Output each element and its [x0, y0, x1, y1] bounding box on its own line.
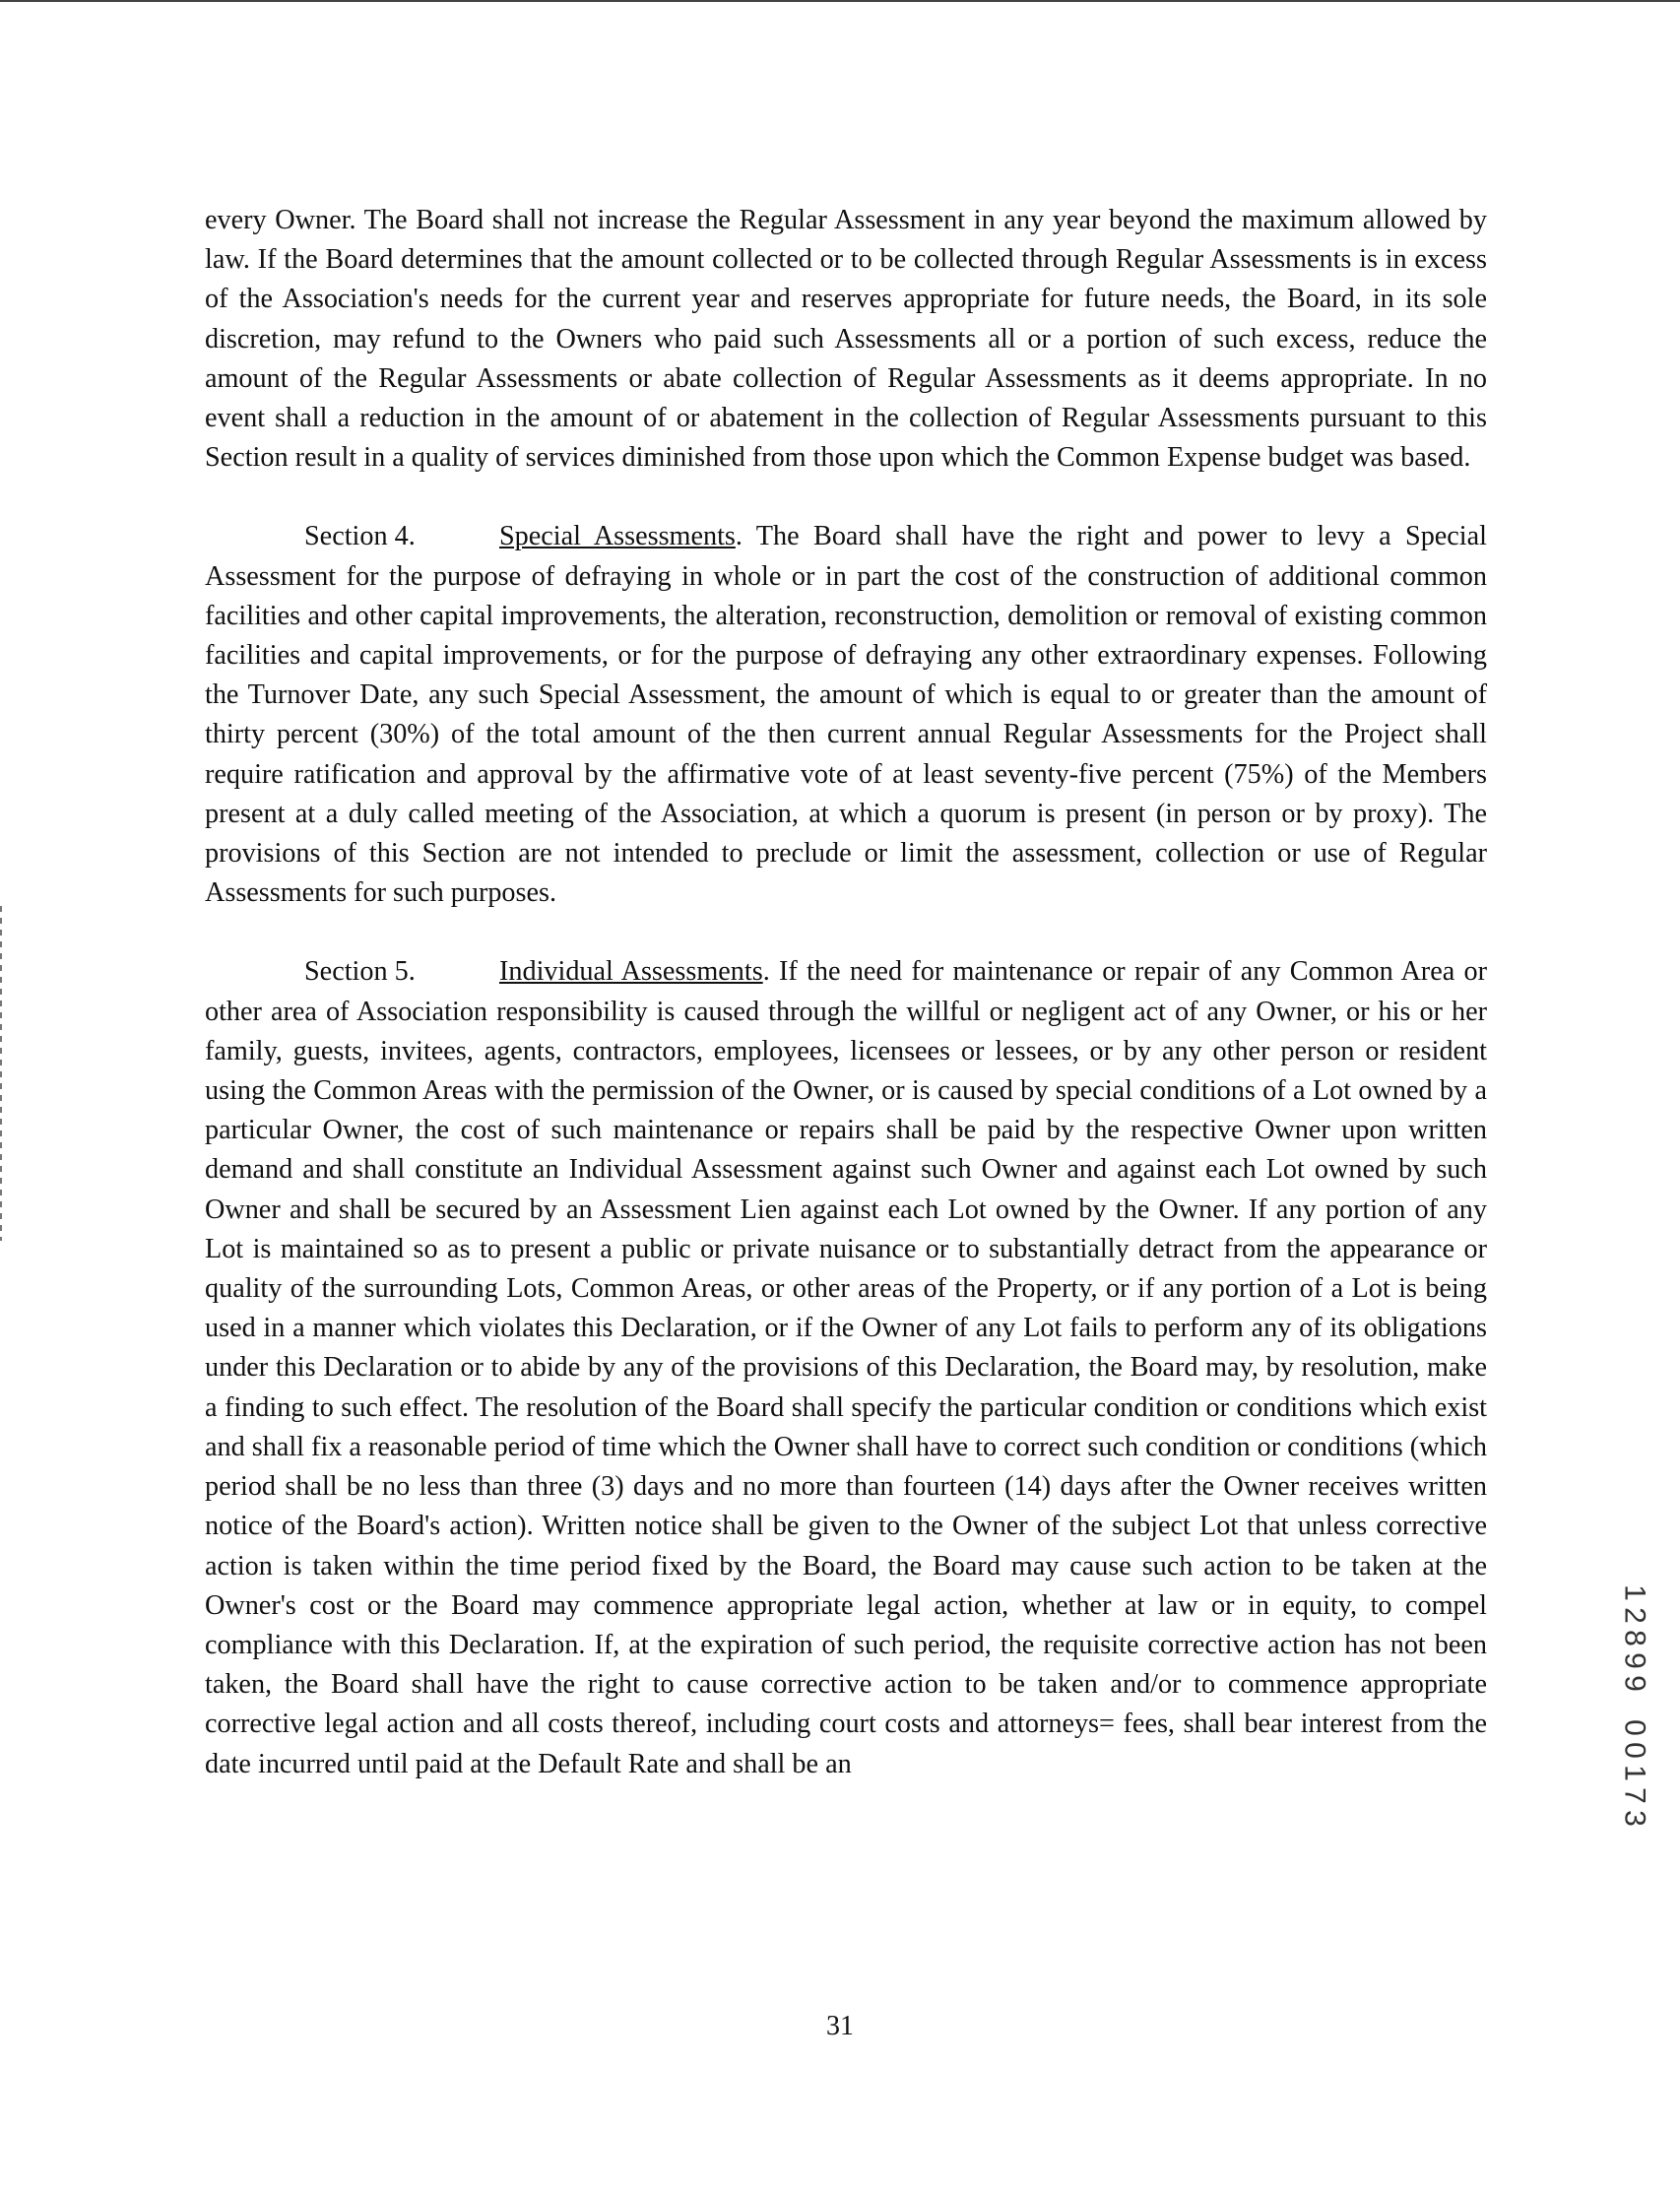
- opening-paragraph: every Owner. The Board shall not increase the Regular Assessment in any year beyond the maximum allowed by law. If the Board determines that the amount collected or to be collected through Regular Assessments is in excess of the Association's needs for the current year and reserves appropriate for future needs, the Board, in its sole discretion, may refund to the Owners who paid such Assessments all or a portion of such excess, reduce the amount of the Regular Assessments or abate collection of Regular Assessments as it deems appropriate. In no event shall a reduction in the amount of or abatement in the collection of Regular Assessments pursuant to this Section result in a quality of services diminished from those upon which the Common Expense budget was based.: [205, 205, 1487, 474]
- stamp-digit: 2: [1618, 1607, 1651, 1624]
- stamp-digit: 0: [1618, 1742, 1651, 1759]
- section-5-number: Section 5.: [304, 956, 416, 988]
- section-5-title: Individual Assessments: [499, 956, 763, 988]
- stamp-digit: 8: [1618, 1630, 1651, 1646]
- stamp-digit: 1: [1618, 1765, 1651, 1781]
- stamp-digit: 3: [1618, 1810, 1651, 1827]
- page-top-border: [0, 0, 1680, 2]
- section-4-title: Special Assessments: [499, 521, 736, 552]
- margin-stamp: [1615, 1581, 1654, 1830]
- stamp-digit: 0: [1618, 1719, 1651, 1736]
- stamp-digit: 1: [1618, 1584, 1651, 1601]
- stamp-digit: 7: [1618, 1787, 1651, 1804]
- stamp-digit: 9: [1618, 1675, 1651, 1692]
- stamp-digit: 9: [1618, 1652, 1651, 1669]
- section-5-body: . If the need for maintenance or repair of any Common Area or other area of Association responsibility is caused through the willful or negligent act of any Owner, or his or her family, guests, invitees, agents, contractors, employees, licensees or lessees, or by any other person or resident using the Common Areas with the permission of the Owner, or is caused by special conditions of a Lot owned by a particular Owner, the cost of such maintenance or repairs shall be paid by the respective Owner upon written demand and shall constitute an Individual Assessment against such Owner and against each Lot owned by such Owner and shall be secured by an Assessment Lien against each Lot owned by the Owner. If any portion of any Lot is maintained so as to present a public or private nuisance or to substantially detract from the appearance or quality of the surrounding Lots, Common Areas, or other areas of the Property, or if any portion of a Lot is being used in a manner which violates this Declaration, or if the Owner of any Lot fails to perform any of its obligations under this Declaration or to abide by any of the provisions of this Declaration, the Board may, by resolution, make a finding to such effect. The resolution of the Board shall specify the particular condition or conditions which exist and shall fix a reasonable period of time which the Owner shall have to correct such condition or conditions (which period shall be no less than three (3) days and no more than fourteen (14) days after the Owner receives written notice of the Board's action). Written notice shall be given to the Owner of the subject Lot that unless corrective action is taken within the time period fixed by the Board, the Board may cause such action to be taken at the Owner's cost or the Board may commence appropriate legal action, whether at law or in equity, to compel compliance with this Declaration. If, at the expiration of such period, the requisite corrective action has not been taken, the Board shall have the right to cause corrective action to be taken and/or to commence appropriate corrective legal action and all costs thereof, including court costs and attorneys= fees, shall bear interest from the date incurred until paid at the Default Rate and shall be an: [205, 956, 1487, 1779]
- document-body: [205, 201, 1487, 1784]
- page-number: 31: [826, 2011, 854, 2041]
- section-4-body: . The Board shall have the right and power to levy a Special Assessment for the purpose of defraying in whole or in part the cost of the construction of additional common facilities and other capital improvements, the alteration, reconstruction, demolition or removal of existing common facilities and capital improvements, or for the purpose of defraying any other extraordinary expenses. Following the Turnover Date, any such Special Assessment, the amount of which is equal to or greater than the amount of thirty percent (30%) of the total amount of the then current annual Regular Assessments for the Project shall require ratification and approval by the affirmative vote of at least seventy-five percent (75%) of the Members present at a duly called meeting of the Association, at which a quorum is present (in person or by proxy). The provisions of this Section are not intended to preclude or limit the assessment, collection or use of Regular Assessments for such purposes.: [205, 521, 1487, 909]
- scan-edge-mark: [0, 906, 2, 1241]
- section-4-paragraph: [205, 517, 1487, 913]
- section-5-paragraph: [205, 952, 1487, 1783]
- section-4-number: Section 4.: [304, 521, 416, 552]
